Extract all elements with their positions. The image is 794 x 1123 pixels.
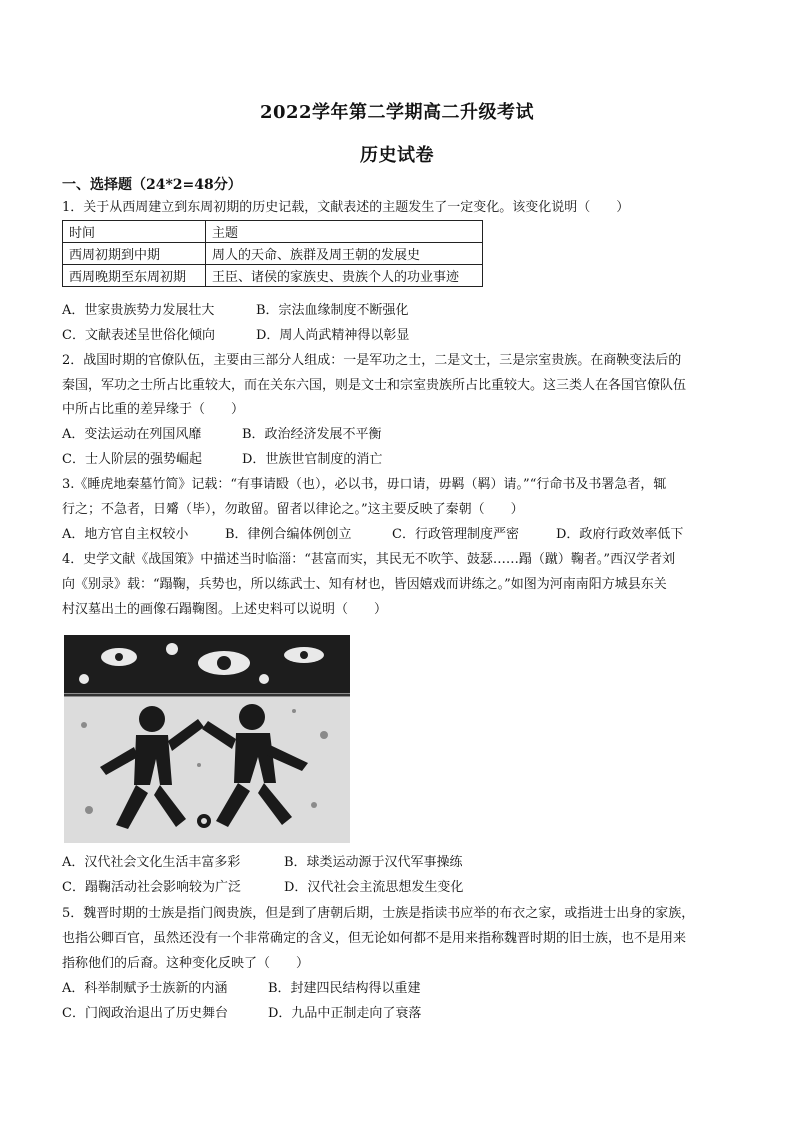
table-cell: 西周初期到中期 bbox=[63, 243, 206, 265]
q5-option-b: B．封建四民结构得以重建 bbox=[268, 981, 421, 996]
table-cell: 西周晚期至东周初期 bbox=[63, 265, 206, 287]
q3-stem-line: 3.《睡虎地秦墓竹简》记载：“有事请殹（也），必以书，毋口请，毋羁（羁）请。”“行命书及书署急者，辄 bbox=[62, 477, 667, 492]
q3-option-b: B．律例合编体例创立 bbox=[225, 527, 352, 542]
exam-subtitle: 历史试卷 bbox=[360, 145, 434, 166]
q3-stem-line: 行之；不急者，日觱（毕），勿敢留。留者以律论之。”这主要反映了秦朝（ ） bbox=[62, 502, 524, 517]
q4-option-a: A．汉代社会文化生活丰富多彩 bbox=[62, 855, 241, 870]
q5-option-c: C．门阀政治退出了历史舞台 bbox=[62, 1006, 228, 1021]
q3-option-a: A．地方官自主权较小 bbox=[62, 527, 189, 542]
q2-option-a: A．变法运动在列国风靡 bbox=[62, 427, 202, 442]
q1-option-a: A．世家贵族势力发展壮大 bbox=[62, 303, 215, 318]
section-heading: 一、选择题（24*2=48分） bbox=[62, 177, 242, 193]
q2-option-d: D．世族世官制度的消亡 bbox=[242, 452, 383, 467]
table-row bbox=[63, 243, 483, 265]
q5-stem-line: 5．魏晋时期的士族是指门阀贵族，但是到了唐朝后期，士族是指读书应举的布衣之家，或指进士出身的家族， bbox=[62, 906, 695, 921]
q4-option-c: C．蹋鞠活动社会影响较为广泛 bbox=[62, 880, 241, 895]
q4-stem-line: 村汉墓出土的画像石蹋鞠图。上述史料可以说明（ ） bbox=[62, 602, 388, 617]
q2-stem-line: 秦国，军功之士所占比重较大，而在关东六国，则是文士和宗室贵族所占比重较大。这三类人在各国官僚队伍 bbox=[62, 378, 687, 393]
q5-option-a: A．科举制赋予士族新的内涵 bbox=[62, 981, 228, 996]
q1-table bbox=[62, 220, 483, 287]
q4-stem-line: 向《别录》载：“蹋鞠，兵势也，所以练武士、知有材也，皆因嬉戏而讲练之。”如图为河南南阳方城县东关 bbox=[62, 577, 667, 592]
q4-option-d: D．汉代社会主流思想发生变化 bbox=[284, 880, 464, 895]
table-header-cell: 时间 bbox=[63, 221, 206, 243]
table-cell: 周人的天命、族群及周王朝的发展史 bbox=[206, 243, 483, 265]
table-cell: 王臣、诸侯的家族史、贵族个人的功业事迹 bbox=[206, 265, 483, 287]
q2-option-b: B．政治经济发展不平衡 bbox=[242, 427, 382, 442]
q1-stem: 1．关于从西周建立到东周初期的历史记载，文献表述的主题发生了一定变化。该变化说明（ ） bbox=[62, 200, 630, 215]
q2-stem-line: 2．战国时期的官僚队伍，主要由三部分人组成：一是军功之士，二是文士，三是宗室贵族。在商鞅变法后的 bbox=[62, 353, 682, 368]
q5-option-d: D．九品中正制走向了衰落 bbox=[268, 1006, 422, 1021]
q1-option-b: B．宗法血缘制度不断强化 bbox=[256, 303, 409, 318]
q3-option-d: D．政府行政效率低下 bbox=[556, 527, 684, 542]
q1-option-c: C．文献表述呈世俗化倾向 bbox=[62, 328, 215, 343]
table-header-row bbox=[63, 221, 483, 243]
q2-stem-line: 中所占比重的差异缘于（ ） bbox=[62, 402, 245, 417]
table-row bbox=[63, 265, 483, 287]
q4-stem-line: 4．史学文献《战国策》中描述当时临淄：“甚富而实，其民无不吹竽、鼓瑟……蹋（蹴）鞠者。”西汉学者刘 bbox=[62, 552, 676, 567]
q2-option-c: C．士人阶层的强势崛起 bbox=[62, 452, 202, 467]
q5-stem-line: 指称他们的后裔。这种变化反映了（ ） bbox=[62, 956, 310, 971]
q3-option-c: C．行政管理制度严密 bbox=[392, 527, 519, 542]
table-header-cell: 主题 bbox=[206, 221, 483, 243]
q4-option-b: B．球类运动源于汉代军事操练 bbox=[284, 855, 463, 870]
exam-title: 2022学年第二学期高二升级考试 bbox=[259, 102, 535, 123]
stone-relief-image bbox=[64, 635, 350, 843]
q1-option-d: D．周人尚武精神得以彰显 bbox=[256, 328, 410, 343]
q5-stem-line: 也指公卿百官，虽然还没有一个非常确定的含义，但无论如何都不是用来指称魏晋时期的旧士族，也不是用来 bbox=[62, 931, 687, 946]
